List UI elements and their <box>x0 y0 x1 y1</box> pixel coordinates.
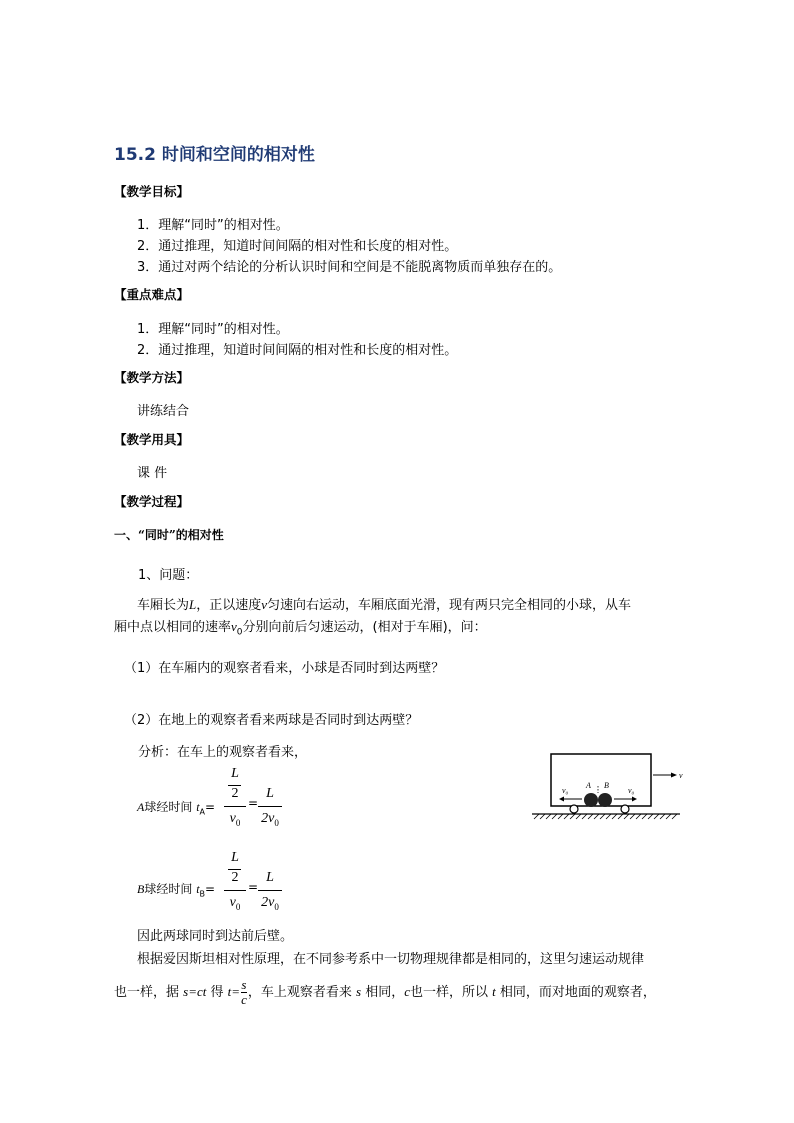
paragraph-text: 相同， <box>365 985 405 1000</box>
problem-text: 分别向前后匀速运动，(相对于车厢)，问： <box>242 620 487 635</box>
problem-text: ，正以速度 <box>196 598 262 613</box>
ground-hatching <box>534 814 677 819</box>
symbol-v: v <box>229 895 236 910</box>
fraction-denominator: c <box>241 992 247 1007</box>
paragraph-text: ，车上观察者看来 <box>247 985 352 1000</box>
right-wheel <box>621 805 629 813</box>
symbol-L: L <box>189 597 197 612</box>
frac-a2-denominator <box>255 811 285 828</box>
symbol-subscript: B <box>199 889 206 899</box>
label-v: v <box>679 771 683 780</box>
section-heading-process: 【教学过程】 <box>114 494 190 509</box>
equation-text: 球经时间 <box>144 882 193 896</box>
equals-sign: = <box>205 882 216 896</box>
symbol-2v: 2v <box>261 895 275 910</box>
symbol-t: t <box>196 882 200 896</box>
ball-b-label: B <box>137 882 145 896</box>
velocity-arrow-icon <box>671 773 677 778</box>
equation-text: 球经时间 <box>144 800 193 814</box>
goal-item-3: 3．通过对两个结论的分析认识时间和空间是不能脱离物质而单独存在的。 <box>137 260 562 275</box>
symbol-v: v <box>261 597 268 612</box>
problem-line-1 <box>137 594 631 613</box>
frac-b2-denominator <box>255 895 285 912</box>
inline-fraction-s-over-c <box>241 978 247 1007</box>
arrow-right-icon <box>632 797 637 802</box>
symbol-subscript: 0 <box>235 901 241 912</box>
section-heading-goals: 【教学目标】 <box>114 184 190 199</box>
equals-sign: = <box>205 800 216 814</box>
goal-item-1: 1．理解“同时”的相对性。 <box>137 218 289 233</box>
method-text: 讲练结合 <box>137 404 190 419</box>
problem-line-2 <box>114 616 487 638</box>
problem-label: 1、问题： <box>138 568 199 583</box>
symbol-v: v <box>229 811 236 826</box>
part1-heading: 一、“同时”的相对性 <box>114 528 224 542</box>
paragraph-text: 相同，而对地面的观察者， <box>499 985 656 1000</box>
ball-b <box>598 793 612 807</box>
paragraph-text: 也一样，所以 <box>410 985 489 1000</box>
symbol-c: c <box>404 984 410 999</box>
paragraph-line-2 <box>114 978 656 1007</box>
symbol-s: s <box>356 984 362 999</box>
symbol-t: t <box>492 984 496 999</box>
equation-a-label <box>137 798 215 816</box>
symbol-t: t <box>196 800 200 814</box>
keypoint-item-2: 2．通过推理，知道时间间隔的相对性和长度的相对性。 <box>137 343 458 358</box>
equals-sign: = <box>248 880 259 894</box>
paragraph-text: 得 <box>210 985 224 1000</box>
conclusion-text: 因此两球同时到达前后壁。 <box>137 929 294 944</box>
equation-b-label <box>137 880 215 898</box>
goal-item-2: 2．通过推理，知道时间间隔的相对性和长度的相对性。 <box>137 239 458 254</box>
formula-t: t= <box>227 984 241 999</box>
frac-a-outer-line <box>224 806 246 807</box>
symbol-subscript: 0 <box>274 817 279 828</box>
frac-a-L: L <box>231 766 239 781</box>
section-heading-keypoints: 【重点难点】 <box>114 287 190 302</box>
ball-a <box>584 793 598 807</box>
arrow-left-icon <box>559 797 564 802</box>
label-b: B <box>604 781 609 790</box>
symbol-subscript: 0 <box>236 627 243 638</box>
frac-b2-line <box>258 890 282 891</box>
train-car-figure <box>528 748 688 828</box>
question-1: （1）在车厢内的观察者看来，小球是否同时到达两壁？ <box>124 661 445 676</box>
tools-text: 课 件 <box>137 466 168 481</box>
frac-a2-L: L <box>266 786 274 801</box>
frac-b-v0 <box>222 895 248 912</box>
symbol-v0: v <box>231 619 237 634</box>
fraction-numerator: s <box>241 977 247 992</box>
keypoint-item-1: 1．理解“同时”的相对性。 <box>137 322 289 337</box>
frac-a-two: 2 <box>231 786 239 801</box>
analysis-text: 分析：在车上的观察者看来， <box>138 745 308 760</box>
symbol-subscript: A <box>199 807 206 817</box>
frac-b-two: 2 <box>231 870 239 885</box>
frac-b2-L: L <box>266 870 274 885</box>
formula-s-ct: s=ct <box>183 984 207 999</box>
problem-text: 厢中点以相同的速率 <box>114 620 232 635</box>
problem-text: 匀速向右运动，车厢底面光滑，现有两只完全相同的小球，从车 <box>267 598 632 613</box>
equals-sign: = <box>248 796 259 810</box>
paragraph-line-1: 根据爱因斯坦相对性原理，在不同参考系中一切物理规律都是相同的，这里匀速运动规律 <box>137 952 645 967</box>
page-title: 15.2 时间和空间的相对性 <box>114 145 315 165</box>
label-a: A <box>586 781 591 790</box>
section-heading-tools: 【教学用具】 <box>114 432 190 447</box>
question-2: （2）在地上的观察者看来两球是否同时到达两壁？ <box>124 713 419 728</box>
symbol-2v: 2v <box>261 811 275 826</box>
section-heading-method: 【教学方法】 <box>114 370 190 385</box>
ball-a-label: A <box>137 800 145 814</box>
label-v0-left: v₀ <box>562 786 569 795</box>
frac-a-v0 <box>222 811 248 828</box>
symbol-subscript: 0 <box>235 817 241 828</box>
symbol-subscript: 0 <box>274 901 279 912</box>
frac-b-L: L <box>231 850 239 865</box>
frac-b-outer-line <box>224 890 246 891</box>
frac-a2-line <box>258 806 282 807</box>
left-wheel <box>570 805 578 813</box>
paragraph-text: 也一样，据 <box>114 985 180 1000</box>
problem-text: 车厢长为 <box>137 598 190 613</box>
label-v0-right: v₀ <box>628 786 635 795</box>
